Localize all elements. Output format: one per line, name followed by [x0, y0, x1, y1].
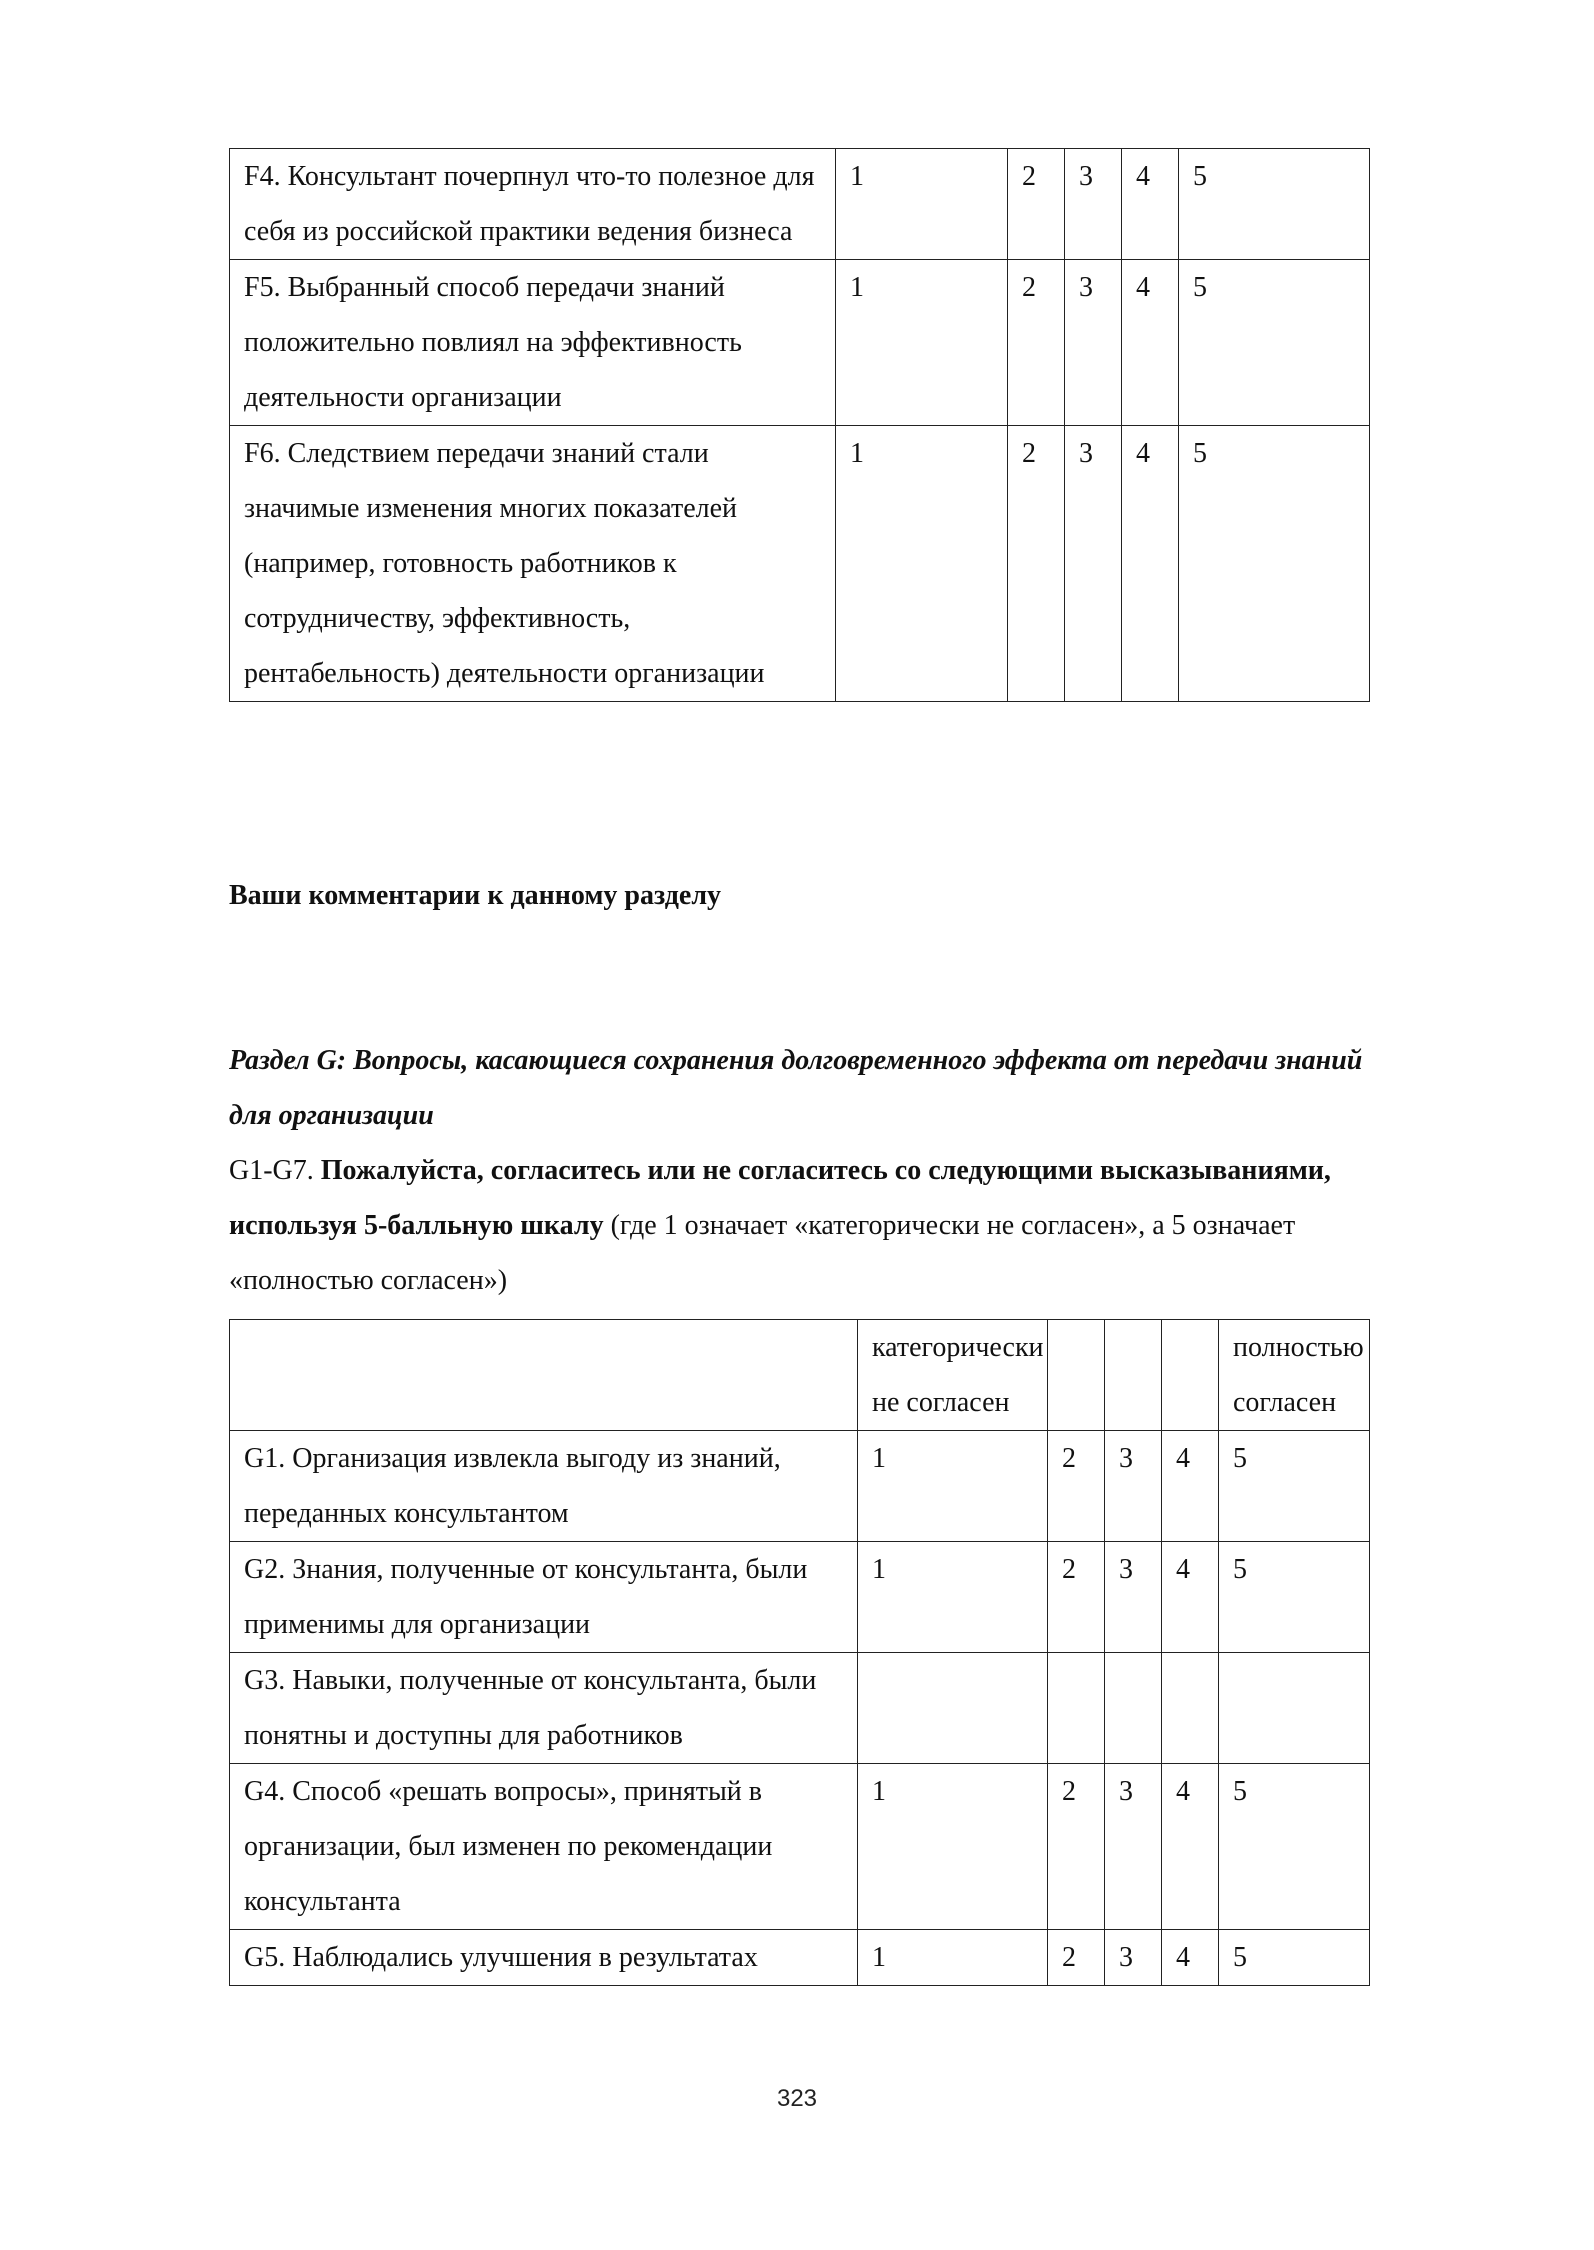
- scale-cell-3: 3: [1105, 1930, 1162, 1986]
- scale-cell-2: 2: [1048, 1542, 1105, 1653]
- statement-cell: G4. Способ «решать вопросы», принятый в организации, был изменен по рекомендации консультанта: [230, 1764, 858, 1930]
- table-row: [230, 1653, 1370, 1764]
- table-row: [230, 149, 1370, 260]
- scale-cell-5: 5: [1219, 1542, 1370, 1653]
- statement-cell: G2. Знания, полученные от консультанта, были применимы для организации: [230, 1542, 858, 1653]
- section-g-title: Раздел G: Вопросы, касающиеся сохранения долговременного эффекта от передачи знаний для организации: [229, 1045, 1363, 1131]
- statement-cell: G3. Навыки, полученные от консультанта, были понятны и доступны для работников: [230, 1653, 858, 1764]
- scale-cell-3: 3: [1105, 1431, 1162, 1542]
- table-header-row: [230, 1320, 1370, 1431]
- scale-cell-2: 2: [1008, 260, 1065, 426]
- scale-cell-4: 4: [1162, 1542, 1219, 1653]
- statement-cell: F4. Консультант почерпнул что-то полезное для себя из российской практики ведения бизнеса: [230, 149, 836, 260]
- scale-cell-1: 1: [836, 149, 1008, 260]
- scale-cell-3: 3: [1065, 426, 1122, 702]
- header-statement-cell: [230, 1320, 858, 1431]
- scale-cell-4: 4: [1122, 426, 1179, 702]
- table-row: [230, 1431, 1370, 1542]
- instructions-rest: (где 1 означает «категорически не согласен», а 5 означает «полностью согласен»): [229, 1210, 1296, 1296]
- scale-cell-1: 1: [836, 260, 1008, 426]
- scale-cell-5: 5: [1179, 149, 1370, 260]
- scale-cell-5: [1219, 1653, 1370, 1764]
- scale-cell-1: [858, 1653, 1048, 1764]
- scale-cell-2: 2: [1048, 1930, 1105, 1986]
- scale-cell-4: [1162, 1653, 1219, 1764]
- scale-cell-5: 5: [1219, 1930, 1370, 1986]
- scale-cell-1: 1: [858, 1764, 1048, 1930]
- table-row: [230, 426, 1370, 702]
- scale-cell-5: 5: [1179, 260, 1370, 426]
- scale-cell-1: 1: [858, 1542, 1048, 1653]
- scale-cell-4: 4: [1162, 1930, 1219, 1986]
- scale-cell-4: 4: [1162, 1764, 1219, 1930]
- rating-table-f: [229, 148, 1370, 702]
- rating-table-g: [229, 1319, 1370, 1986]
- header-scale-1: категорически не согласен: [858, 1320, 1048, 1431]
- header-scale-3: [1105, 1320, 1162, 1431]
- scale-cell-1: 1: [836, 426, 1008, 702]
- statement-cell: F6. Следствием передачи знаний стали значимые изменения многих показателей (например, готовность работников к сотрудничеству, эффективность, рентабельность) деятельности организации: [230, 426, 836, 702]
- scale-cell-3: 3: [1105, 1542, 1162, 1653]
- scale-cell-4: 4: [1162, 1431, 1219, 1542]
- scale-cell-3: 3: [1105, 1764, 1162, 1930]
- scale-cell-3: 3: [1065, 149, 1122, 260]
- header-scale-4: [1162, 1320, 1219, 1431]
- scale-cell-3: 3: [1065, 260, 1122, 426]
- scale-cell-1: 1: [858, 1431, 1048, 1542]
- statement-cell: G1. Организация извлекла выгоду из знаний, переданных консультантом: [230, 1431, 858, 1542]
- header-scale-5: полностью согласен: [1219, 1320, 1370, 1431]
- scale-cell-2: 2: [1008, 426, 1065, 702]
- comments-heading: Ваши комментарии к данному разделу: [229, 880, 722, 911]
- page-number: 323: [776, 2085, 818, 2112]
- scale-cell-4: 4: [1122, 260, 1179, 426]
- instructions-prefix: G1-G7.: [229, 1155, 321, 1186]
- scale-cell-2: 2: [1008, 149, 1065, 260]
- statement-cell: F5. Выбранный способ передачи знаний положительно повлиял на эффективность деятельности организации: [230, 260, 836, 426]
- instructions-bold: Пожалуйста, согласитесь или не согласитесь со следующими высказываниями, используя 5-балльную шкалу: [229, 1155, 1331, 1241]
- table-row: [230, 1930, 1370, 1986]
- scale-cell-5: 5: [1219, 1764, 1370, 1930]
- statement-cell: G5. Наблюдались улучшения в результатах: [230, 1930, 858, 1986]
- scale-cell-4: 4: [1122, 149, 1179, 260]
- scale-cell-5: 5: [1219, 1431, 1370, 1542]
- header-scale-2: [1048, 1320, 1105, 1431]
- scale-cell-1: 1: [858, 1930, 1048, 1986]
- scale-cell-2: 2: [1048, 1764, 1105, 1930]
- scale-cell-3: [1105, 1653, 1162, 1764]
- table-row: [230, 1764, 1370, 1930]
- scale-cell-2: [1048, 1653, 1105, 1764]
- table-row: [230, 1542, 1370, 1653]
- table-row: [230, 260, 1370, 426]
- scale-cell-5: 5: [1179, 426, 1370, 702]
- scale-cell-2: 2: [1048, 1431, 1105, 1542]
- section-g-instructions: [229, 1143, 1389, 1308]
